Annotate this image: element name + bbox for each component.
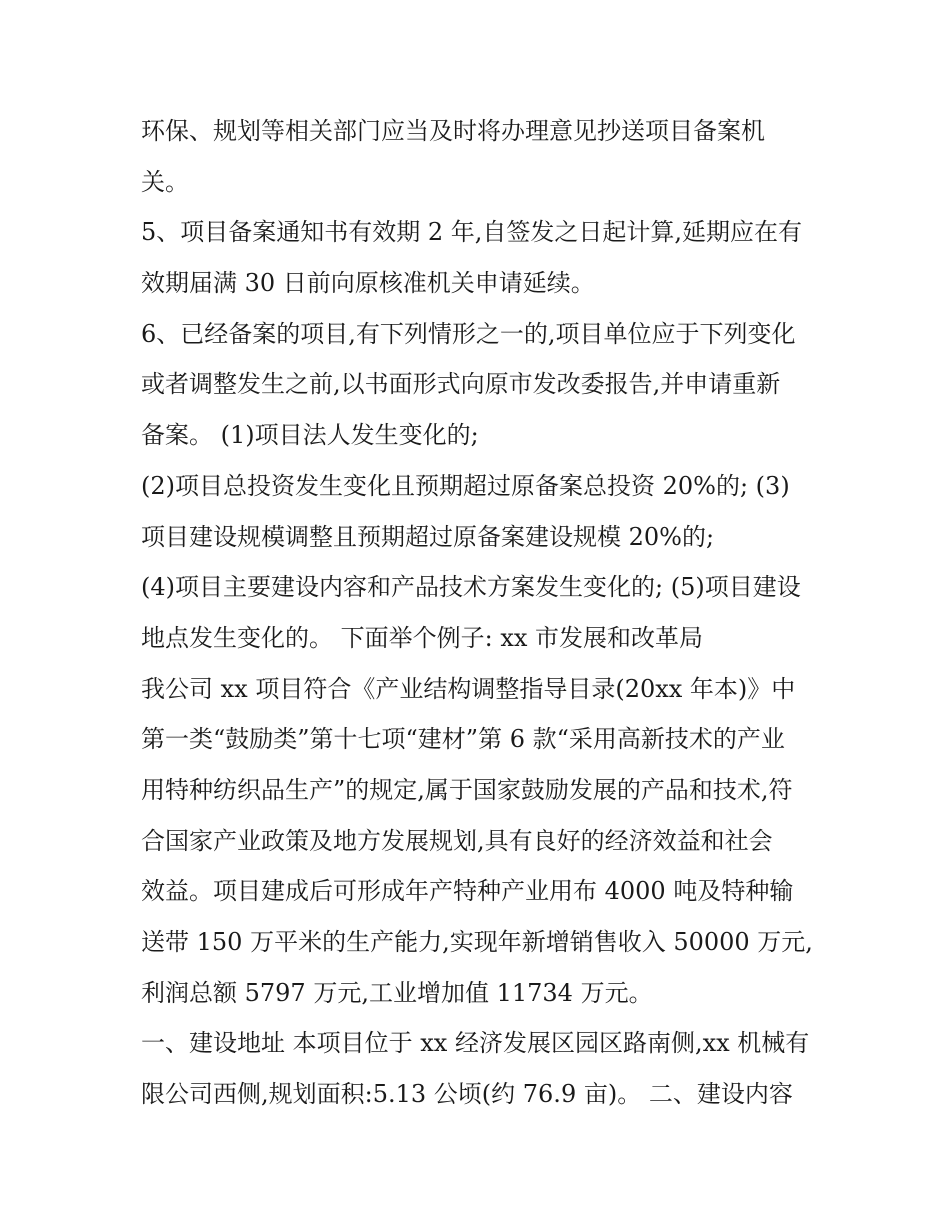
text-line: 效益。项目建成后可形成年产特种产业用布 4000 吨及特种输 <box>141 877 794 906</box>
text-line: 用特种纺织品生产”的规定,属于国家鼓励发展的产品和技术,符 <box>141 775 793 804</box>
text-line: 5、项目备案通知书有效期 2 年,自签发之日起计算,延期应在有 <box>141 218 803 247</box>
text-line: 备案。 (1)项目法人发生变化的; <box>141 421 479 450</box>
text-line: 一、建设地址 本项目位于 xx 经济发展区园区路南侧,xx 机械有 <box>141 1029 810 1058</box>
text-line: 合国家产业政策及地方发展规划,具有良好的经济效益和社会 <box>141 826 773 855</box>
text-line: (4)项目主要建设内容和产品技术方案发生变化的; (5)项目建设 <box>141 573 801 602</box>
text-line: (2)项目总投资发生变化且预期超过原备案总投资 20%的; (3) <box>141 471 790 500</box>
text-line: 地点发生变化的。 下面举个例子: xx 市发展和改革局 <box>141 623 704 652</box>
text-line: 限公司西侧,规划面积:5.13 公顷(约 76.9 亩)。 二、建设内容 <box>141 1080 793 1109</box>
text-line: 效期届满 30 日前向原核准机关申请延续。 <box>141 269 595 298</box>
document-body <box>141 106 821 1120</box>
text-line: 送带 150 万平米的生产能力,实现年新增销售收入 50000 万元, <box>141 928 813 956</box>
text-line: 第一类“鼓励类”第十七项“建材”第 6 款“采用高新技术的产业 <box>141 725 785 754</box>
text-line: 或者调整发生之前,以书面形式向原市发改委报告,并申请重新 <box>141 370 781 399</box>
text-line: 我公司 xx 项目符合《产业结构调整指导目录(20xx 年本)》中 <box>141 674 796 703</box>
text-line: 项目建设规模调整且预期超过原备案建设规模 20%的; <box>141 522 715 551</box>
text-line: 利润总额 5797 万元,工业增加值 11734 万元。 <box>141 978 653 1007</box>
text-line: 环保、规划等相关部门应当及时将办理意见抄送项目备案机 <box>141 117 765 145</box>
text-line: 6、已经备案的项目,有下列情形之一的,项目单位应于下列变化 <box>141 319 796 348</box>
text-line: 关。 <box>141 167 189 196</box>
